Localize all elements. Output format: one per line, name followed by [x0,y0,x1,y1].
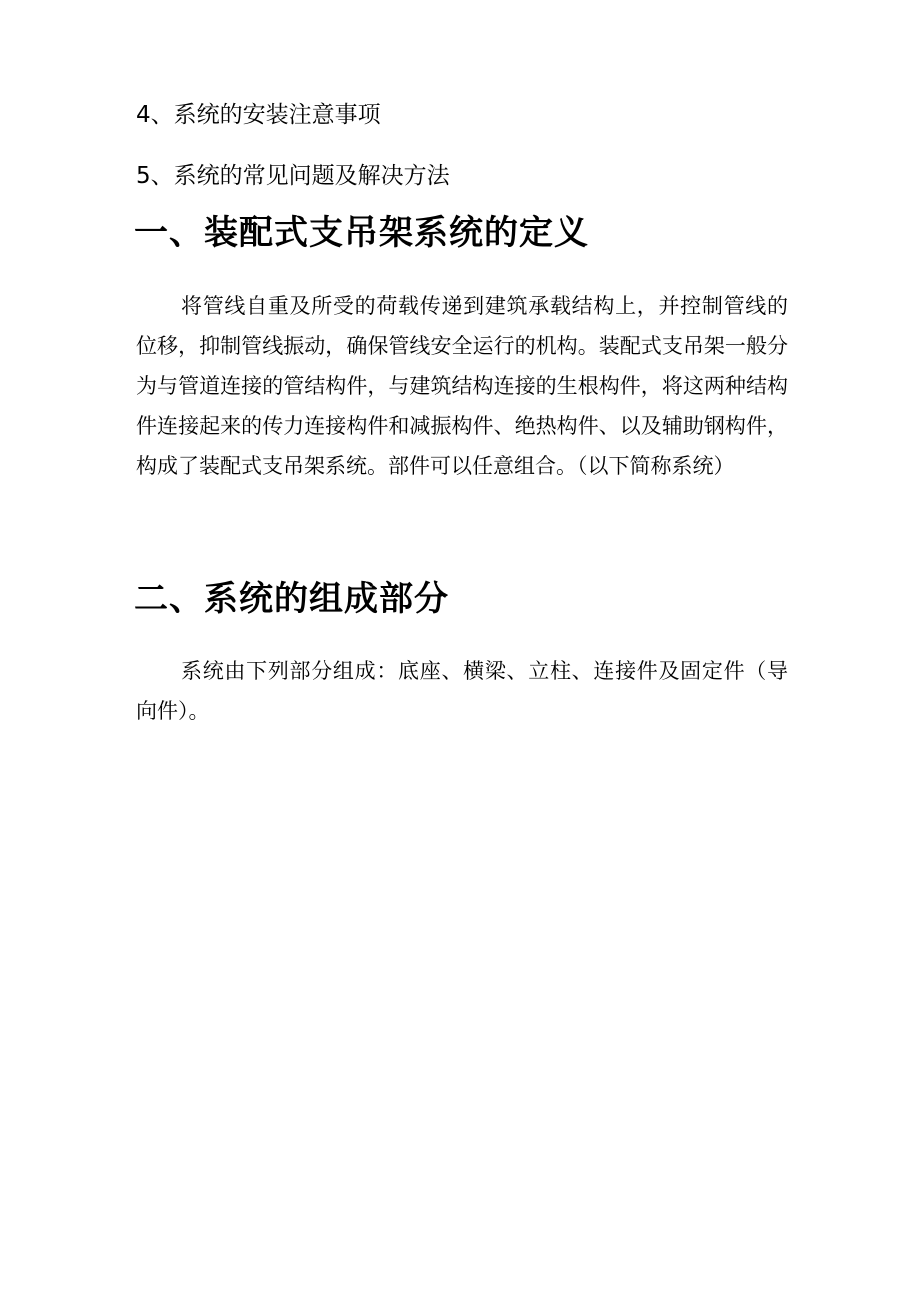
list-item-5: 5、系统的常见问题及解决方法 [136,163,450,189]
section-1-heading: 一、装配式支吊架系统的定义 [134,213,589,253]
list-item-4: 4、系统的安装注意事项 [136,102,381,128]
section-2-heading: 二、系统的组成部分 [134,579,449,619]
section-1-paragraph: 将管线自重及所受的荷载传递到建筑承载结构上，并控制管线的位移，抑制管线振动，确保管线安全运行的机构。装配式支吊架一般分为与管道连接的管结构件，与建筑结构连接的生根构件，将这两种结构件连接起来的传力连接构件和减振构件、绝热构件、以及辅助钢构件，构成了装配式支吊架系统。部件可以任意组合。（以下简称系统） [136,294,788,478]
section-2-paragraph: 系统由下列部分组成：底座、横梁、立柱、连接件及固定件（导向件）。 [136,659,788,723]
